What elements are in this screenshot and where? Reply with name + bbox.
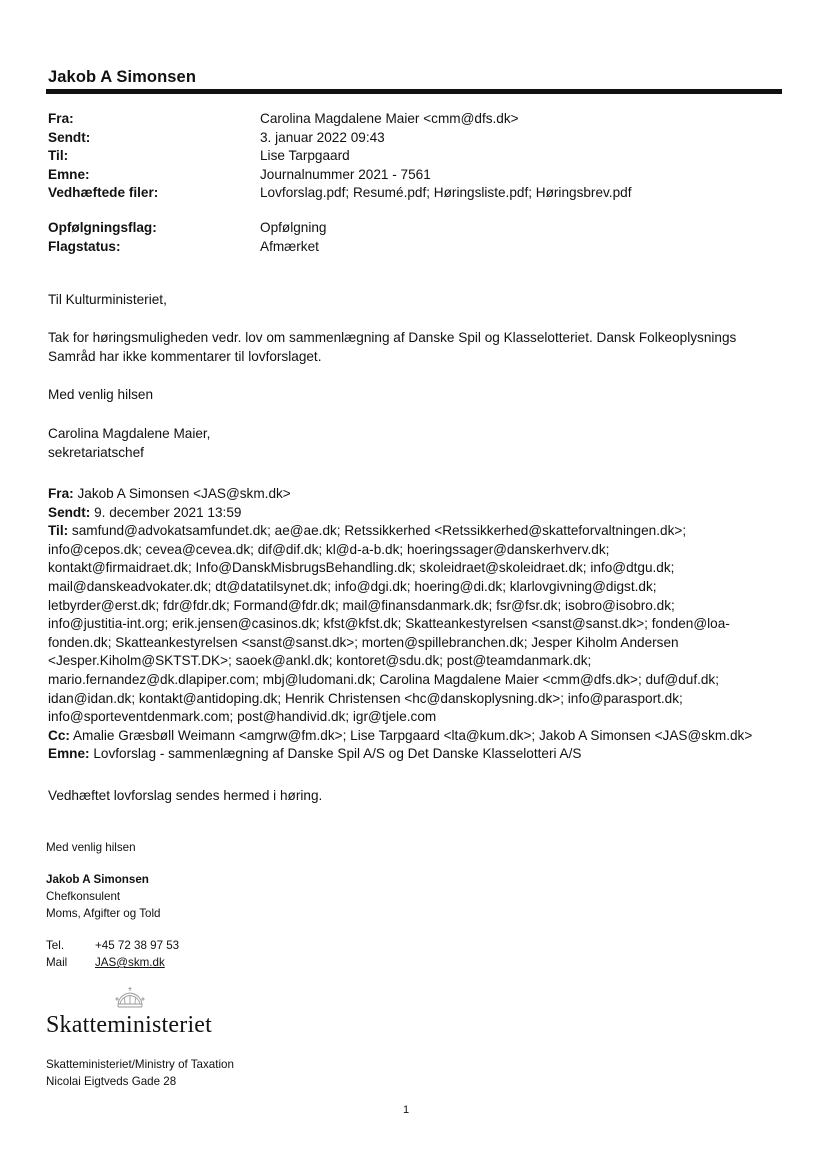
- header-value: Journalnummer 2021 - 7561: [260, 166, 431, 182]
- forwarded-to-line: info@sporteventdenmark.com; post@handivid.dk; igr@tjele.com: [48, 709, 437, 725]
- header-row-subject: [48, 166, 788, 185]
- address-line: Nicolai Eigtveds Gade 28: [46, 1075, 177, 1088]
- attachments-list: Lovforslag.pdf; Resumé.pdf; Høringsliste.pdf; Høringsbrev.pdf: [260, 185, 632, 201]
- reply-closing: Med venlig hilsen: [48, 387, 154, 402]
- organization-address: [46, 1056, 234, 1090]
- contact-tel-row: [46, 937, 179, 954]
- header-row-flag: [48, 219, 788, 238]
- reply-greeting: Til Kulturministeriet,: [48, 292, 167, 307]
- reply-signer-name: Carolina Magdalene Maier,: [48, 426, 211, 441]
- reply-paragraph-line: Samråd har ikke kommentarer til lovforslaget.: [48, 349, 322, 364]
- skatteministeriet-logo-text: Skatteministeriet: [46, 1012, 213, 1038]
- header-row-attachments: [48, 184, 788, 203]
- header-value: Carolina Magdalene Maier <cmm@dfs.dk>: [260, 111, 519, 126]
- header-label: Fra:: [48, 111, 74, 126]
- forwarded-cc-value: Amalie Græsbøll Weimann <amgrw@fm.dk>; Lise Tarpgaard <lta@kum.dk>; Jakob A Simonsen <JAS@skm.dk>: [72, 727, 753, 743]
- forwarded-to-line: letbyrder@erst.dk; fdr@fdr.dk; Formand@fdr.dk; mail@finansdanmark.dk; fsr@fsr.dk; isobro@isobro.dk;: [48, 597, 675, 613]
- forwarded-to-line: fonden.dk; Skatteankestyrelsen <sanst@sanst.dk>; morten@spillebranchen.dk; Jesper Kiholm Andersen: [48, 634, 679, 650]
- header-value: Lise Tarpgaard: [260, 148, 350, 164]
- reply-body: [48, 290, 778, 404]
- header-label: Sendt:: [48, 129, 91, 145]
- forwarded-message-header: [48, 485, 788, 764]
- header-label: Emne:: [48, 166, 90, 182]
- forwarded-from: [48, 485, 788, 504]
- reply-signer-title: sekretariatschef: [48, 445, 144, 460]
- email-header-fields: [48, 110, 788, 256]
- forwarded-to-line: info@cepos.dk; cevea@cevea.dk; dif@dif.dk; kl@d-a-b.dk; hoeringssager@danskerhverv.dk;: [48, 541, 610, 557]
- mail-label: Mail: [46, 956, 68, 969]
- forwarded-to-line: kontakt@firmaidraet.dk; Info@DanskMisbrugsBehandling.dk; skoleidraet@skoleidraet.dk; info@dtgu.dk;: [48, 560, 675, 576]
- forwarded-to-line: mail@danskeadvokater.dk; dt@datatilsynet.dk; info@dgi.dk; hoering@di.dk; klarlovgivning@digst.dk;: [48, 578, 657, 594]
- forwarded-subject-label: Emne:: [48, 746, 90, 762]
- signature-title: Chefkonsulent: [46, 890, 121, 903]
- tel-label: Tel.: [46, 939, 65, 952]
- forwarded-to-label: Til:: [48, 523, 69, 539]
- header-row-flag-status: [48, 238, 788, 257]
- forwarded-from-label: Fra:: [48, 486, 74, 501]
- forwarded-subject: [48, 745, 788, 764]
- header-value: Afmærket: [260, 238, 319, 254]
- header-value: 3. januar 2022 09:43: [260, 129, 385, 145]
- header-label: Til:: [48, 148, 69, 164]
- page-number: 1: [403, 1104, 410, 1116]
- sender-header-name: Jakob A Simonsen: [48, 68, 196, 86]
- forwarded-to-line: mario.fernandez@dk.dlapiper.com; mbj@ludomani.dk; Carolina Magdalene Maier <cmm@dfs.dk>; duf@duf.dk;: [48, 671, 720, 687]
- forwarded-to-line: idan@idan.dk; kontakt@antidoping.dk; Henrik Christensen <hc@danskoplysning.dk>; info@parasport.dk;: [48, 690, 683, 706]
- header-label: Flagstatus:: [48, 238, 121, 254]
- forwarded-to-value: samfund@advokatsamfundet.dk; ae@ae.dk; Retssikkerhed <Retssikkerhed@skatteforvaltningen.dk>;: [71, 523, 687, 539]
- forwarded-sent-value: 9. december 2021 13:59: [94, 504, 242, 520]
- signature-department: Moms, Afgifter og Told: [46, 907, 161, 920]
- header-row-from: [48, 110, 788, 129]
- forwarded-subject-value: Lovforslag - sammenlægning af Danske Spil A/S og Det Danske Klasselotteri A/S: [93, 746, 582, 762]
- tel-value: +45 72 38 97 53: [95, 939, 180, 952]
- reply-paragraph-line: Tak for høringsmuligheden vedr. lov om sammenlægning af Danske Spil og Klasselotteriet. Dansk Folkeoplysnings: [48, 330, 737, 345]
- header-divider: [46, 89, 782, 94]
- header-label: Vedhæftede filer:: [48, 185, 159, 201]
- header-row-to: [48, 147, 788, 166]
- forwarded-cc-label: Cc:: [48, 727, 70, 743]
- mail-link[interactable]: JAS@skm.dk: [95, 956, 165, 969]
- forwarded-body: Vedhæftet lovforslag sendes hermed i høring.: [48, 788, 323, 803]
- reply-signature: [48, 424, 210, 462]
- organization-line: Skatteministeriet/Ministry of Taxation: [46, 1058, 234, 1071]
- forwarded-sent: [48, 504, 788, 523]
- header-value: Opfølgning: [260, 219, 327, 235]
- header-label: Opfølgningsflag:: [48, 219, 157, 235]
- forwarded-to-line: [48, 522, 788, 541]
- forwarded-to-line: <Jesper.Kiholm@SKTST.DK>; saoek@ankl.dk; kontoret@sdu.dk; post@teamdanmark.dk;: [48, 653, 592, 669]
- signature-contact: [46, 937, 179, 971]
- signature-name: Jakob A Simonsen: [46, 873, 149, 886]
- signature-block: [46, 871, 161, 922]
- header-row-sent: [48, 129, 788, 148]
- contact-mail-row: [46, 954, 179, 971]
- signature-closing: Med venlig hilsen: [46, 841, 136, 854]
- forwarded-cc: [48, 727, 788, 746]
- crown-icon: [112, 986, 148, 1010]
- forwarded-to-line: info@justitia-int.org; erik.jensen@casinos.dk; kfst@kfst.dk; Skatteankestyrelsen <sanst@sanst.dk>; fonden@loa-: [48, 616, 730, 632]
- forwarded-sent-label: Sendt:: [48, 504, 91, 520]
- forwarded-from-value: Jakob A Simonsen <JAS@skm.dk>: [77, 486, 291, 501]
